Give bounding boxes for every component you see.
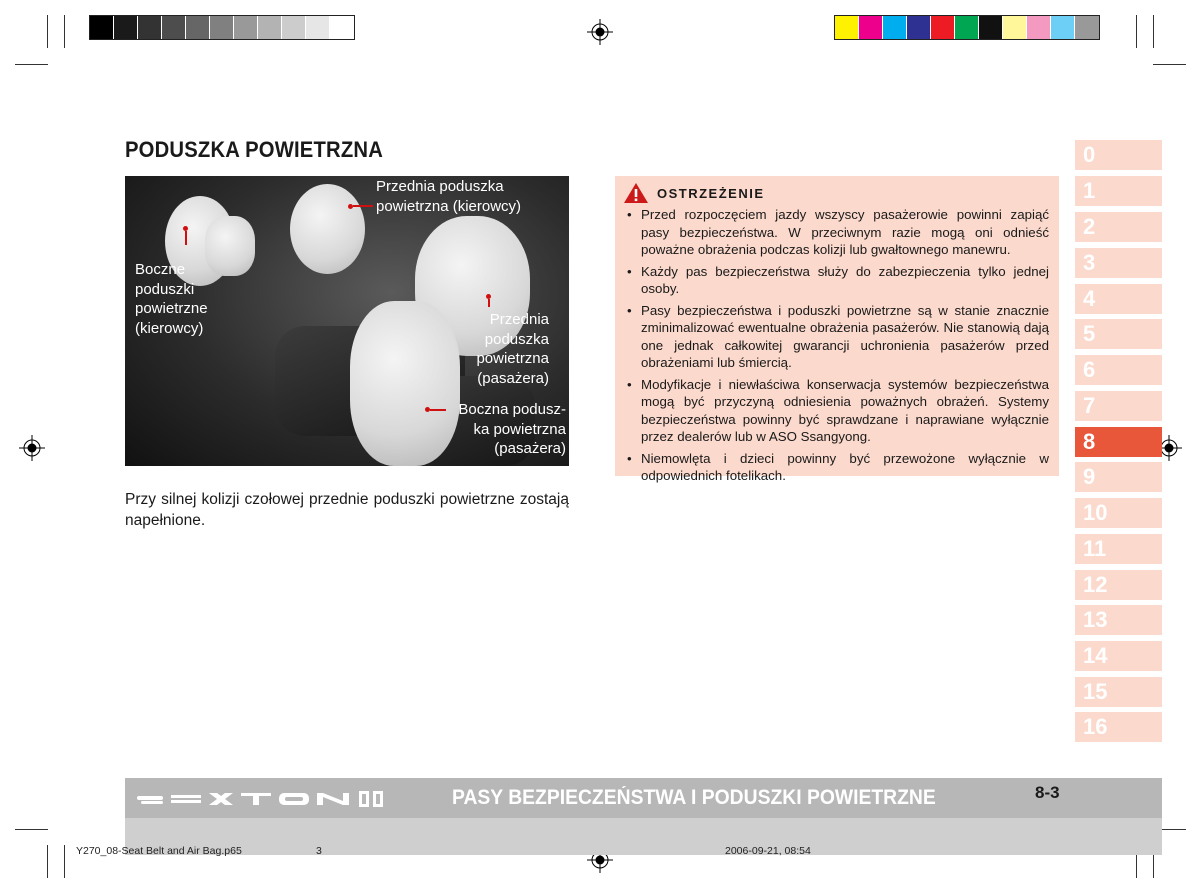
chapter-tab-7[interactable]: 7 [1075,391,1162,421]
page-number: 8-3 [1035,783,1060,802]
passenger-side-airbag [350,301,460,466]
callout-line [353,205,373,207]
footer-lower-band [125,818,1162,855]
crop-mark [64,845,65,878]
crop-mark [15,829,48,830]
crop-mark [47,15,48,48]
label-driver-side-airbags: Boczne poduszki powietrzne (kierowcy) [135,261,208,337]
crop-mark [1153,64,1186,65]
chapter-tab-0[interactable]: 0 [1075,140,1162,170]
chapter-tab-8[interactable]: 8 [1075,427,1162,457]
driver-side-airbag [205,216,255,276]
warning-item: • Modyfikacje i niewłaściwa konserwacja systemów bezpieczeństwa mogą być przyczyną odniesienia poważnych obrażeń. Systemy bezpieczeństwa powinny być sprawdzane i naprawiane wyłącznie przez dealerów lub w ASO Ssangyong. [625,376,1049,446]
grayscale-calibration-strip [89,15,355,40]
chapter-tab-13[interactable]: 13 [1075,605,1162,635]
chapter-tab-10[interactable]: 10 [1075,498,1162,528]
label-passenger-front-airbag: Przednia poduszka powietrzna (pasażera) [476,311,549,387]
warning-item: • Niemowlęta i dzieci powinny być przewożone wyłącznie w odpowiednich fotelikach. [625,450,1049,485]
chapter-tab-14[interactable]: 14 [1075,641,1162,671]
label-driver-front-airbag: Przednia poduszka powietrzna (kierowcy) [376,178,522,215]
page-title: PODUSZKA POWIETRZNA [125,137,384,162]
print-file-name: Y270_08-Seat Belt and Air Bag.p65 [76,845,242,857]
chapter-tab-3[interactable]: 3 [1075,248,1162,278]
warning-item: • Każdy pas bezpieczeństwa służy do zabezpieczenia tylko jednej osoby. [625,263,1049,298]
warning-list [625,206,1049,489]
chapter-tab-2[interactable]: 2 [1075,212,1162,242]
airbag-illustration [125,176,569,466]
callout-line [185,231,187,245]
crop-mark [64,15,65,48]
chapter-tab-9[interactable]: 9 [1075,462,1162,492]
driver-front-airbag [290,184,365,274]
warning-heading-text: OSTRZEŻENIE [657,185,765,201]
chapter-tab-11[interactable]: 11 [1075,534,1162,564]
warning-item: • Przed rozpoczęciem jazdy wszyscy pasażerowie powinni zapiąć pasy bezpieczeństwa. W przeciwnym razie mogą oni odnieść poważne obrażenia podczas kolizji lub gwałtownego manewru. [625,206,1049,259]
warning-item: • Pasy bezpieczeństwa i poduszki powietrzne są w stanie znacznie zminimalizować ewentualne obrażenia pasażerów. Nie stanowią dają one jednak całkowitej gwarancji uchronienia pasażerów przed obrażeniami lub śmiercią. [625,302,1049,372]
rexton-logo [137,790,397,808]
crop-mark [1153,15,1154,48]
registration-mark-icon [587,19,613,45]
chapter-tab-12[interactable]: 12 [1075,570,1162,600]
warning-box [615,176,1059,483]
footer-bar [125,778,1162,818]
warning-triangle-icon [623,182,649,204]
crop-mark [47,845,48,878]
chapter-tab-15[interactable]: 15 [1075,677,1162,707]
color-calibration-strip [834,15,1100,40]
print-page: 3 [316,845,322,857]
callout-line [430,409,446,411]
body-paragraph: Przy silnej kolizji czołowej przednie poduszki powietrzne zostają napełnione. [125,491,569,529]
crop-mark [1136,15,1137,48]
chapter-tab-4[interactable]: 4 [1075,284,1162,314]
callout-line [488,299,490,307]
chapter-tab-1[interactable]: 1 [1075,176,1162,206]
print-datetime: 2006-09-21, 08:54 [725,845,811,857]
warning-heading [623,182,765,204]
registration-mark-icon [19,435,45,461]
chapter-tab-5[interactable]: 5 [1075,319,1162,349]
crop-mark [15,64,48,65]
chapter-tab-16[interactable]: 16 [1075,712,1162,742]
chapter-tab-6[interactable]: 6 [1075,355,1162,385]
label-passenger-side-airbag: Boczna podusz- ka powietrzna (pasażera) [458,401,566,457]
chapter-title: PASY BEZPIECZEŃSTWA I PODUSZKI POWIETRZNE [452,786,936,809]
